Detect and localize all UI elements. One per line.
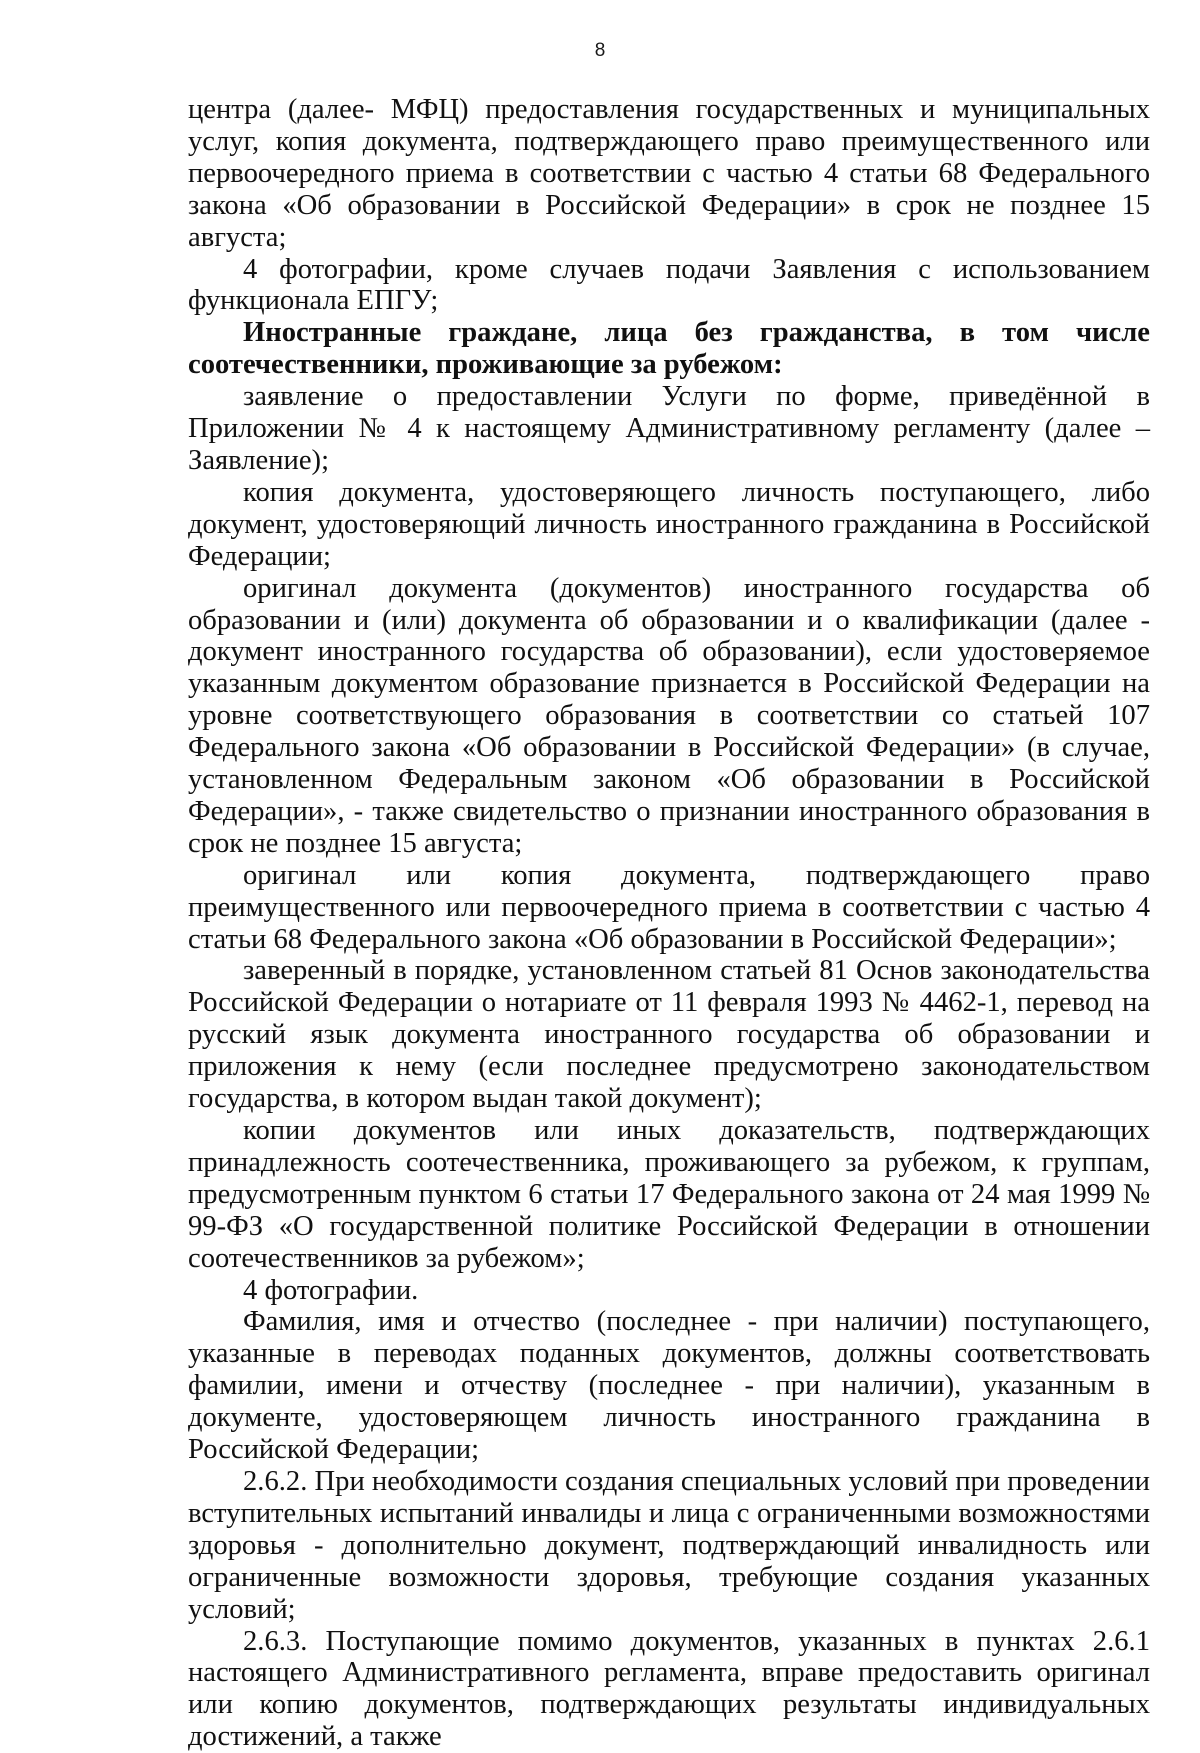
paragraph: заверенный в порядке, установленном статьей 81 Основ законодательства Российской Федерации о нотариате от 11 февраля 1993 № 4462-1, перевод на русский язык документа иностранного государства об образовании и приложения к нему (если последнее предусмотрено законодательством государства, в котором выдан такой документ); — [188, 955, 1150, 1115]
paragraph: 2.6.3. Поступающие помимо документов, указанных в пунктах 2.6.1 настоящего Административного регламента, вправе предоставить оригинал или копию документов, подтверждающих результаты индивидуальных достижений, а также — [188, 1626, 1150, 1753]
paragraph: Фамилия, имя и отчество (последнее - при наличии) поступающего, указанные в переводах поданных документов, должны соответствовать фамилии, имени и отчеству (последнее - при наличии), указанным в документе, удостоверяющем личность иностранного гражданина в Российской Федерации; — [188, 1306, 1150, 1466]
paragraph: копия документа, удостоверяющего личность поступающего, либо документ, удостоверяющий личность иностранного гражданина в Российской Федерации; — [188, 477, 1150, 573]
paragraph: заявление о предоставлении Услуги по форме, приведённой в Приложении № 4 к настоящему Административному регламенту (далее – Заявление); — [188, 381, 1150, 477]
paragraph: 2.6.2. При необходимости создания специальных условий при проведении вступительных испытаний инвалиды и лица с ограниченными возможностями здоровья - дополнительно документ, подтверждающий инвалидность или ограниченные возможности здоровья, требующие создания указанных условий; — [188, 1466, 1150, 1626]
section-heading: Иностранные граждане, лица без гражданства, в том числе соотечественники, проживающие за рубежом: — [188, 317, 1150, 381]
paragraph: 4 фотографии, кроме случаев подачи Заявления с использованием функционала ЕПГУ; — [188, 254, 1150, 318]
document-body — [188, 94, 1150, 1753]
paragraph: 4 фотографии. — [188, 1275, 1150, 1307]
paragraph: оригинал документа (документов) иностранного государства об образовании и (или) документа об образовании и о квалификации (далее - документ иностранного государства об образовании), если удостоверяемое указанным документом образование признается в Российской Федерации на уровне соответствующего образования в соответствии со статьей 107 Федерального закона «Об образовании в Российской Федерации» (в случае, установленном Федеральным законом «Об образовании в Российской Федерации», - также свидетельство о признании иностранного образования в срок не позднее 15 августа; — [188, 573, 1150, 860]
paragraph: оригинал или копия документа, подтверждающего право преимущественного или первоочередного приема в соответствии с частью 4 статьи 68 Федерального закона «Об образовании в Российской Федерации»; — [188, 860, 1150, 956]
paragraph: центра (далее- МФЦ) предоставления государственных и муниципальных услуг, копия документа, подтверждающего право преимущественного или первоочередного приема в соответствии с частью 4 статьи 68 Федерального закона «Об образовании в Российской Федерации» в срок не позднее 15 августа; — [188, 94, 1150, 254]
paragraph: копии документов или иных доказательств, подтверждающих принадлежность соотечественника, проживающего за рубежом, к группам, предусмотренным пунктом 6 статьи 17 Федерального закона от 24 мая 1999 № 99-ФЗ «О государственной политике Российской Федерации в отношении соотечественников за рубежом»; — [188, 1115, 1150, 1275]
page-number: 8 — [0, 40, 1200, 62]
